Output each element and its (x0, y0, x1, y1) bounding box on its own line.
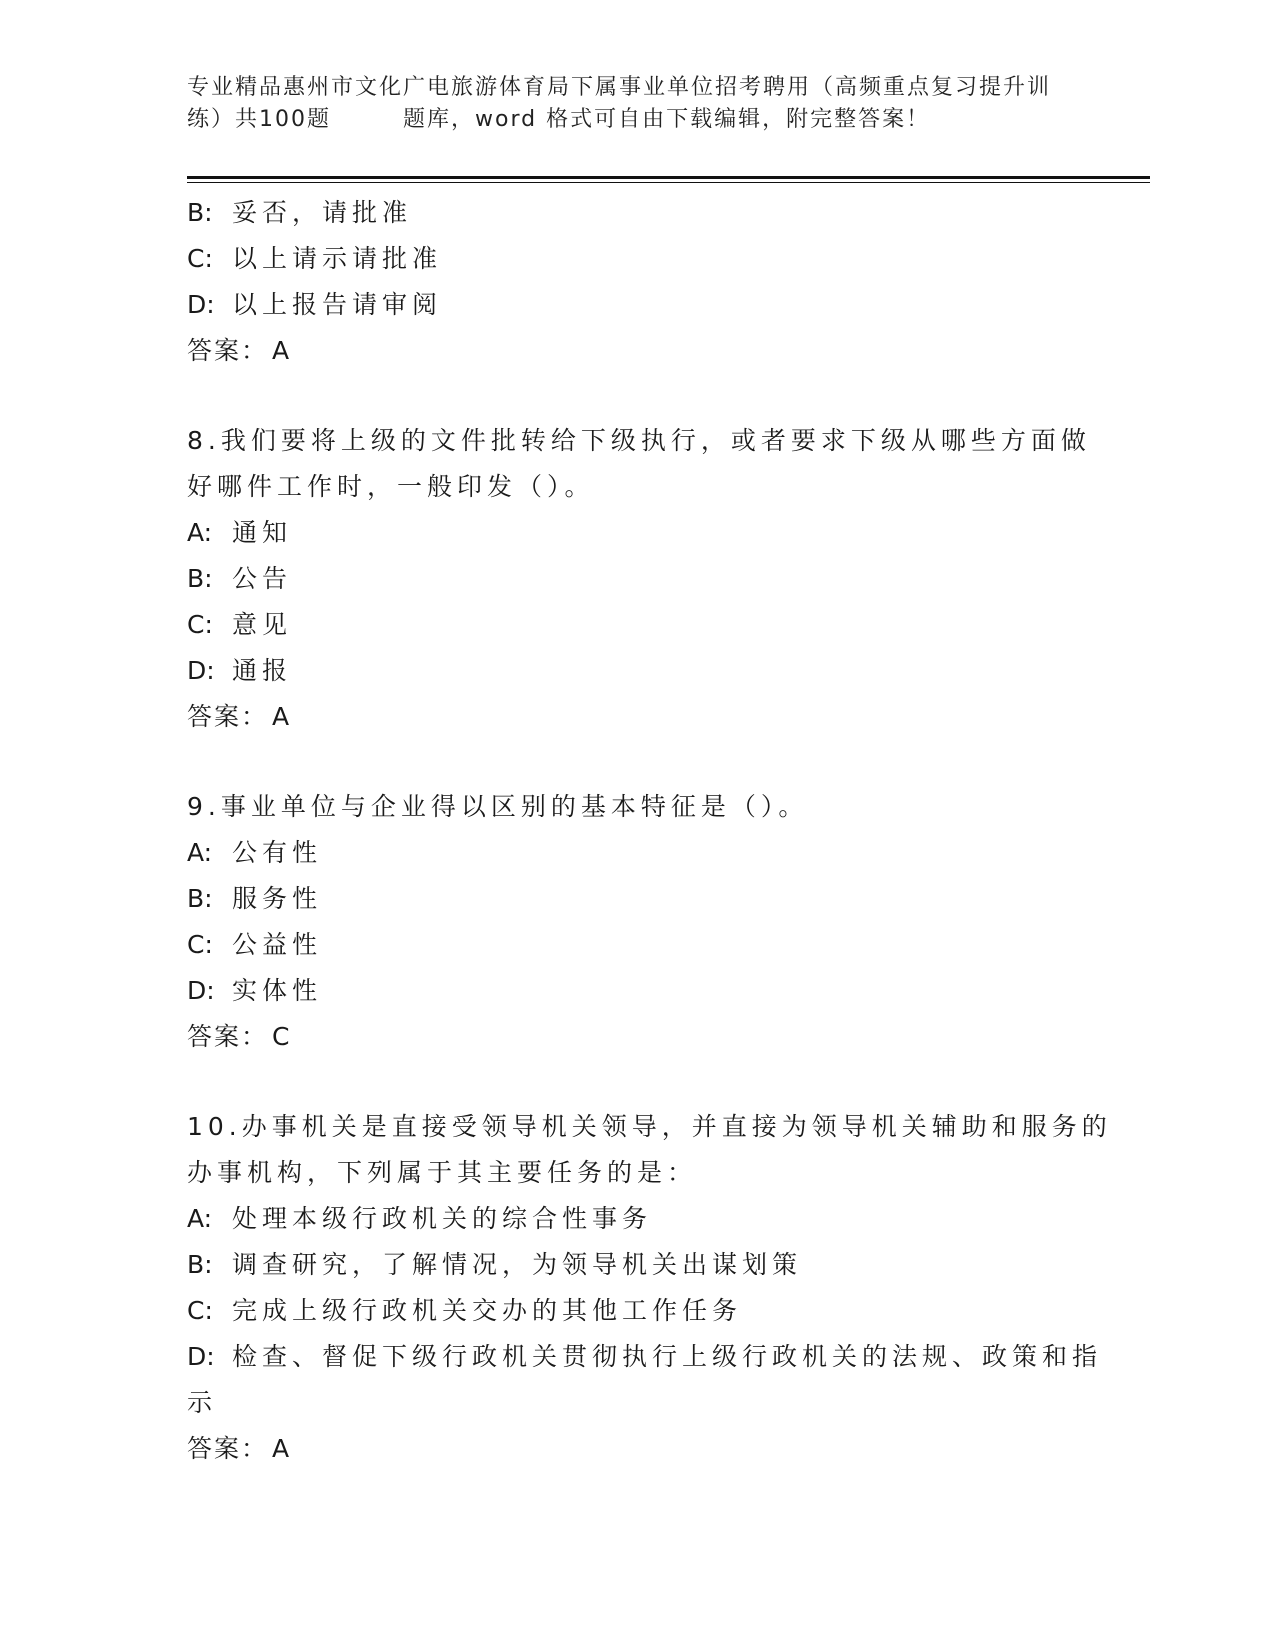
option-a: A: 通知 (187, 518, 293, 547)
answer-line: 答案： C (187, 1022, 290, 1051)
header-divider (187, 176, 1150, 179)
answer-line: 答案： A (187, 702, 290, 731)
option-a: A: 公有性 (187, 838, 323, 867)
question-block-10 (187, 1104, 1112, 1472)
header-text: 题库，word 格式可自由下载编辑，附完整答案！ (403, 107, 931, 132)
answer-value: A (272, 336, 290, 365)
question-block-8 (187, 418, 1091, 740)
question-title: 10.办事机关是直接受领导机关领导，并直接为领导机关辅助和服务的 (187, 1112, 1112, 1141)
option-d: D: 以上报告请审阅 (187, 290, 443, 319)
option-c: C: 公益性 (187, 930, 323, 959)
option-c: C: 完成上级行政机关交办的其他工作任务 (187, 1296, 743, 1325)
option-c: C: 以上请示请批准 (187, 244, 443, 273)
question-title: 9.事业单位与企业得以区别的基本特征是（）。 (187, 792, 809, 821)
header-text: 练）共 (187, 107, 260, 132)
answer-line: 答案： A (187, 336, 290, 365)
question-block-7 (187, 190, 1087, 374)
option-b: B: 妥否，请批准 (187, 198, 413, 227)
header-text: 题 (307, 107, 332, 132)
option-c: C: 意见 (187, 610, 293, 639)
question-title-cont: 好哪件工作时，一般印发（）。 (187, 472, 595, 501)
option-b: B: 调查研究，了解情况，为领导机关出谋划策 (187, 1250, 803, 1279)
answer-value: A (272, 702, 290, 731)
question-title-cont: 办事机构，下列属于其主要任务的是： (187, 1158, 698, 1187)
answer-value: A (272, 1434, 290, 1463)
header-title-line-1: 专业精品惠州市文化广电旅游体育局下属事业单位招考聘用（高频重点复习提升训 (187, 75, 1052, 100)
option-d: D: 实体性 (187, 976, 323, 1005)
document-header (187, 72, 1087, 136)
question-title: 8.我们要将上级的文件批转给下级执行，或者要求下级从哪些方面做 (187, 426, 1091, 455)
header-divider-thin (187, 182, 1150, 183)
option-d-cont: 示 (187, 1388, 218, 1417)
option-b: B: 服务性 (187, 884, 323, 913)
answer-value: C (272, 1022, 290, 1051)
option-d: D: 通报 (187, 656, 293, 685)
option-b: B: 公告 (187, 564, 293, 593)
option-a: A: 处理本级行政机关的综合性事务 (187, 1204, 653, 1233)
question-block-9 (187, 784, 1087, 1060)
option-d: D: 检查、督促下级行政机关贯彻执行上级行政机关的法规、政策和指 (187, 1342, 1103, 1371)
header-title-line-2 (187, 104, 1087, 136)
question-list (187, 190, 1112, 1472)
answer-line: 答案： A (187, 1434, 290, 1463)
header-question-count: 100 (259, 107, 308, 132)
